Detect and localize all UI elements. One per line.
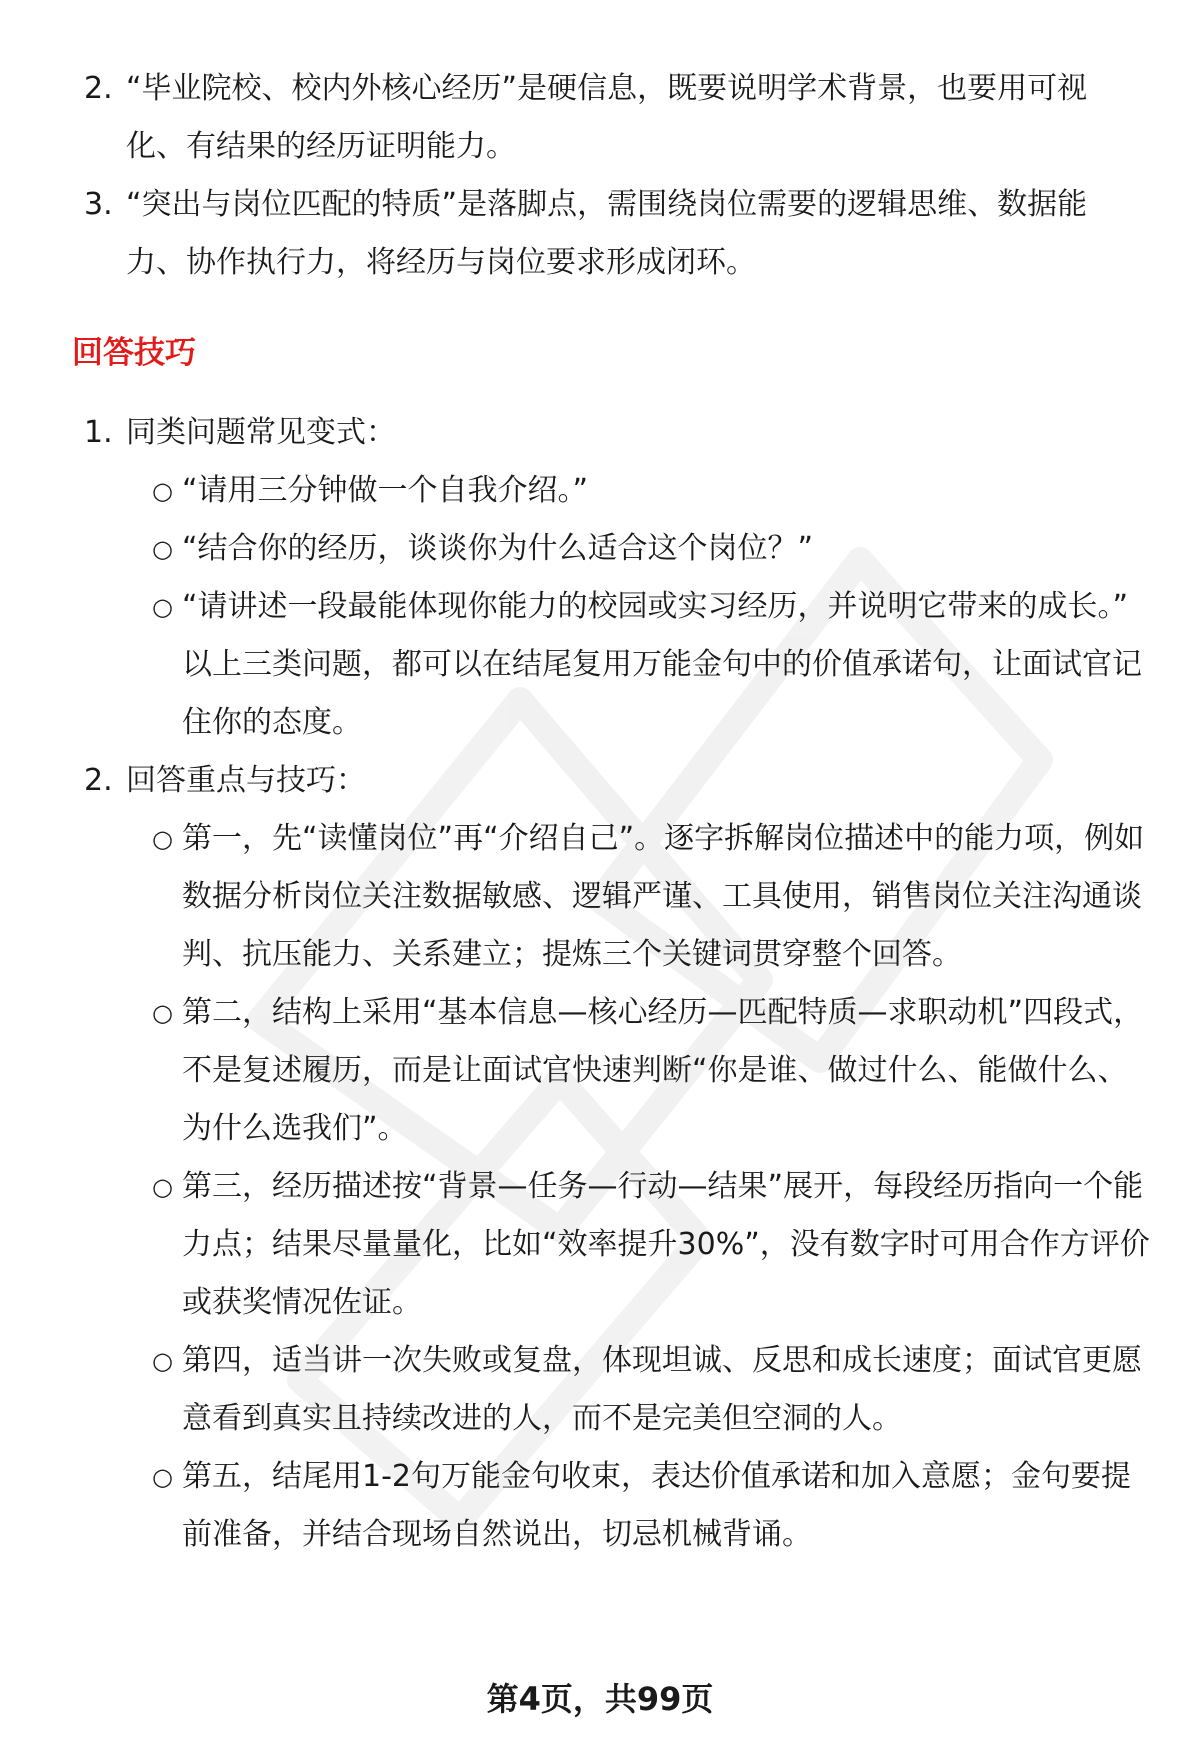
tips-bullet-list [80,810,1150,1564]
bullet-item [80,520,1150,578]
page-number-footer: 第4页，共99页 [486,1680,714,1718]
list-item [80,752,1150,810]
list-note: 以上三类问题，都可以在结尾复用万能金句中的价值承诺句，让面试官记住你的态度。 [182,647,1142,740]
list-number: 3. [84,187,113,222]
list-item-text: “毕业院校、校内外核心经历”是硬信息，既要说明学术背景，也要用可视化、有结果的经历证明能力。 [126,71,1088,164]
list-item-text: “突出与岗位匹配的特质”是落脚点，需围绕岗位需要的逻辑思维、数据能力、协作执行力，将经历与岗位要求形成闭环。 [126,187,1088,280]
hollow-bullet-icon: ○ [152,1173,173,1201]
bullet-item [80,578,1150,636]
hollow-bullet-icon: ○ [152,1463,173,1491]
list-item [80,404,1150,462]
bullet-text: “请用三分钟做一个自我介绍。” [182,473,589,508]
bullet-item [80,1448,1150,1564]
hollow-bullet-icon: ○ [152,1347,173,1375]
bullet-text: 第五，结尾用1-2句万能金句收束，表达价值承诺和加入意愿；金句要提前准备，并结合现场自然说出，切忌机械背诵。 [182,1459,1131,1552]
bullet-item [80,462,1150,520]
bullet-text: 第一，先“读懂岗位”再“介绍自己”。逐字拆解岗位描述中的能力项，例如数据分析岗位关注数据敏感、逻辑严谨、工具使用，销售岗位关注沟通谈判、抗压能力、关系建立；提炼三个关键词贯穿整个回答。 [182,821,1145,972]
section-heading: 回答技巧 [72,335,196,371]
list-item-text: 同类问题常见变式： [126,415,396,450]
bullet-item [80,810,1150,984]
list-item [80,176,1140,292]
bullet-item [80,1158,1150,1332]
list-item [80,60,1140,176]
list-number: 1. [84,415,113,450]
tips-numbered-list [80,404,1150,1564]
bullet-item [80,1332,1150,1448]
hollow-bullet-icon: ○ [152,593,173,621]
variant-bullet-list [80,462,1150,752]
list-number: 2. [84,763,113,798]
bullet-text: 第二，结构上采用“基本信息—核心经历—匹配特质—求职动机”四段式，不是复述履历，而是让面试官快速判断“你是谁、做过什么、能做什么、为什么选我们”。 [182,995,1144,1146]
bullet-text: “请讲述一段最能体现你能力的校园或实习经历，并说明它带来的成长。” [182,589,1129,624]
hollow-bullet-icon: ○ [152,999,173,1027]
list-number: 2. [84,71,113,106]
hollow-bullet-icon: ○ [152,825,173,853]
list-item-text: 回答重点与技巧： [126,763,366,798]
bullet-text: “结合你的经历，谈谈你为什么适合这个岗位？” [182,531,814,566]
hollow-bullet-icon: ○ [152,477,173,505]
bullet-item [80,984,1150,1158]
bullet-text: 第三，经历描述按“背景—任务—行动—结果”展开，每段经历指向一个能力点；结果尽量量化，比如“效率提升30%”，没有数字时可用合作方评价或获奖情况佐证。 [182,1169,1150,1320]
bullet-text: 第四，适当讲一次失败或复盘，体现坦诚、反思和成长速度；面试官更愿意看到真实且持续改进的人，而不是完美但空洞的人。 [182,1343,1142,1436]
top-numbered-list [80,60,1140,292]
hollow-bullet-icon: ○ [152,535,173,563]
